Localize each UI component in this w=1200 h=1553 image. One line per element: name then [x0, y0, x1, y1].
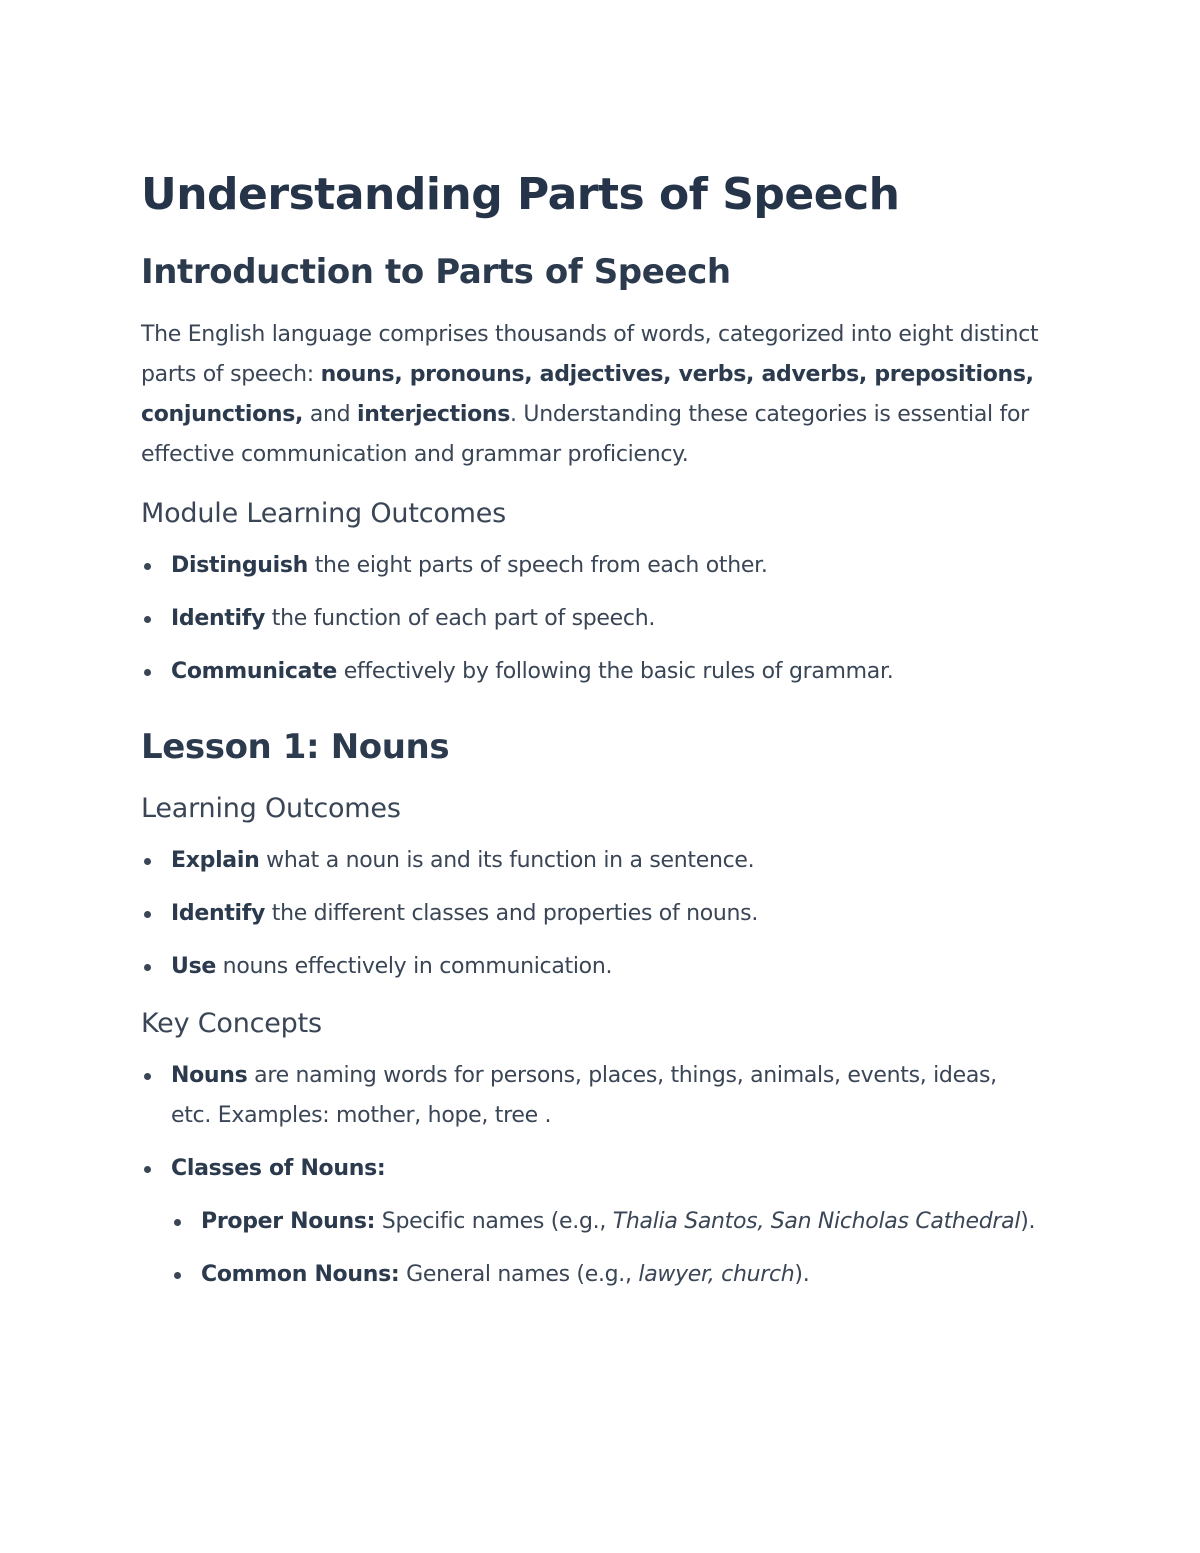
- intro-paragraph: [141, 315, 1041, 475]
- list-item-text: effectively by following the basic rules of grammar.: [337, 659, 894, 684]
- list-item-text: what a noun is and its function in a sentence.: [259, 848, 755, 873]
- intro-text-3: . Understanding these categories is essential for effective communication and grammar proficiency.: [141, 402, 1029, 467]
- list-item: [141, 841, 1041, 881]
- list-item-bold: Use: [171, 954, 216, 979]
- list-item: [141, 894, 1041, 934]
- learning-outcomes-list: [141, 841, 1041, 987]
- list-item-bold: Communicate: [171, 659, 337, 684]
- list-item-bold: Common Nouns:: [201, 1262, 400, 1287]
- list-item-bold: Distinguish: [171, 553, 309, 578]
- document-title: Understanding Parts of Speech: [141, 169, 900, 220]
- list-item-examples: lawyer, church: [638, 1262, 795, 1287]
- classes-label: Classes of Nouns:: [171, 1156, 386, 1181]
- list-item-text: nouns effectively in communication.: [215, 954, 613, 979]
- key-concepts-heading: Key Concepts: [141, 1008, 322, 1039]
- list-item-bold: Identify: [171, 901, 266, 926]
- list-item-bold: Identify: [171, 606, 266, 631]
- document-content: [141, 160, 1041, 1295]
- intro-bold-parts: nouns, pronouns, adjectives, verbs, adverbs, prepositions, conjunctions,: [141, 362, 1034, 427]
- list-item-nouns: [141, 1056, 1041, 1136]
- list-item: [141, 947, 1041, 987]
- list-item: [141, 546, 1041, 586]
- module-outcomes-list: [141, 546, 1041, 692]
- list-item-text: the function of each part of speech.: [265, 606, 656, 631]
- list-item-common-nouns: [171, 1255, 1041, 1295]
- lesson-heading: Lesson 1: Nouns: [141, 727, 450, 767]
- list-item-examples: Thalia Santos, San Nicholas Cathedral: [612, 1209, 1021, 1234]
- list-item-bold: Nouns: [171, 1063, 248, 1088]
- list-item-proper-nouns: [171, 1202, 1041, 1242]
- list-item-classes: [141, 1149, 1041, 1295]
- learning-outcomes-heading: Learning Outcomes: [141, 793, 401, 824]
- list-item-bold: Proper Nouns:: [201, 1209, 376, 1234]
- list-item-end: ).: [794, 1262, 810, 1287]
- classes-sublist: [171, 1202, 1041, 1295]
- intro-bold-interjections: interjections: [357, 402, 511, 427]
- key-concepts-list: [141, 1056, 1041, 1295]
- module-outcomes-heading: Module Learning Outcomes: [141, 498, 507, 529]
- list-item-text: are naming words for persons, places, things, animals, events, ideas, etc. Examples: mother, hope, tree .: [171, 1063, 997, 1128]
- list-item: [141, 599, 1041, 639]
- list-item-text: the different classes and properties of nouns.: [265, 901, 759, 926]
- intro-text-2: and: [303, 402, 358, 427]
- list-item-text: General names (e.g.,: [399, 1262, 639, 1287]
- list-item-end: ).: [1020, 1209, 1036, 1234]
- list-item-text: the eight parts of speech from each other.: [308, 553, 768, 578]
- intro-heading: Introduction to Parts of Speech: [141, 252, 731, 292]
- list-item-text: Specific names (e.g.,: [375, 1209, 613, 1234]
- intro-text-1: The English language comprises thousands of words, categorized into eight distinct parts of speech:: [141, 322, 1039, 387]
- list-item: [141, 652, 1041, 692]
- list-item-bold: Explain: [171, 848, 260, 873]
